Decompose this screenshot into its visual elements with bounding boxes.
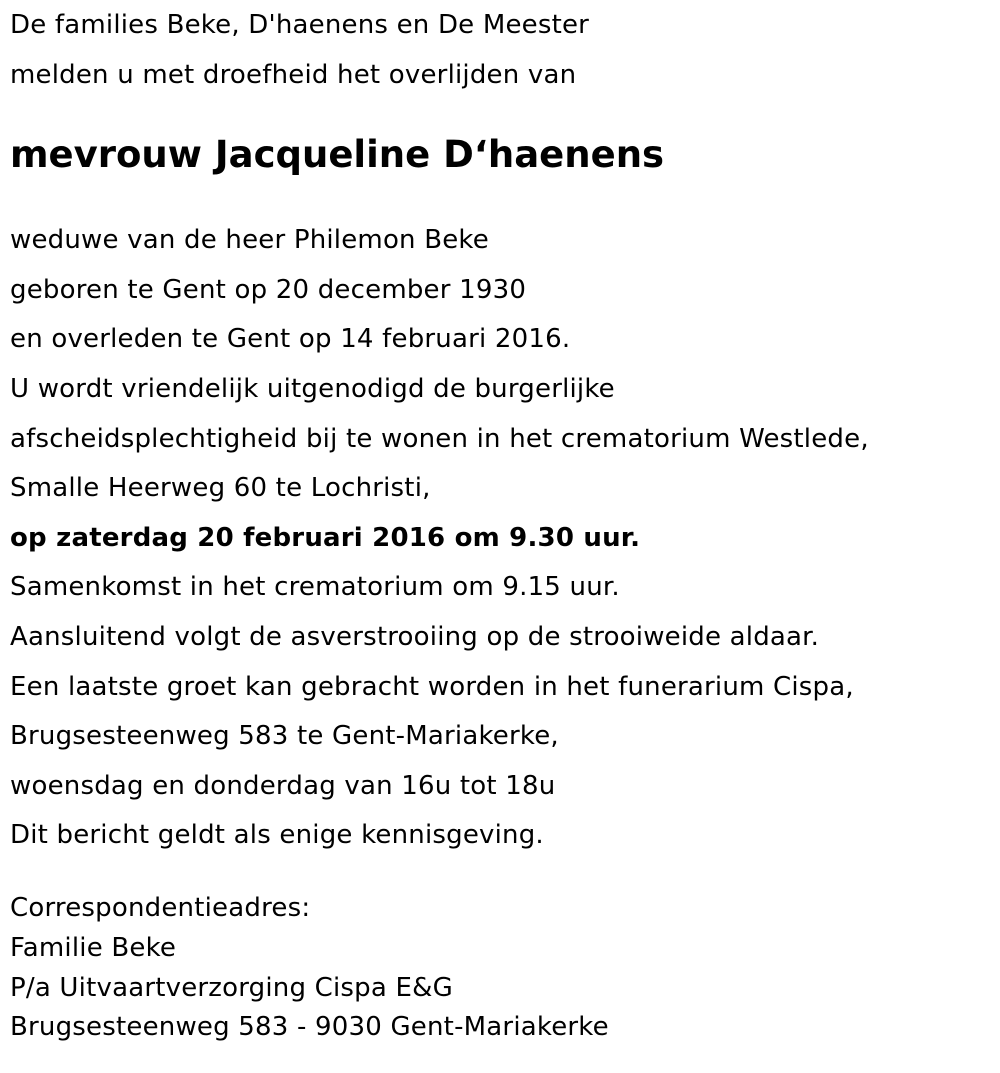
intro-announcement-line: melden u met droefheid het overlijden van [10,59,577,90]
intro-block [10,1,990,100]
ash-scattering-line: Aansluitend volgt de asverstrooiing op de strooiweide aldaar. [10,621,820,652]
widow-line: weduwe van de heer Philemon Beke [10,225,489,256]
death-line: en overleden te Gent op 14 februari 2016. [10,324,571,355]
gathering-line: Samenkomst in het crematorium om 9.15 uur. [10,572,620,603]
correspondence-street: Brugsesteenweg 583 - 9030 Gent-Mariakerke [10,1012,609,1043]
final-greeting-line: Een laatste groet kan gebracht worden in het funerarium Cispa, [10,671,854,702]
visiting-hours-line: woensdag en donderdag van 16u tot 18u [10,770,556,801]
birth-line: geboren te Gent op 20 december 1930 [10,274,527,305]
ceremony-datetime-line: op zaterdag 20 februari 2016 om 9.30 uur. [10,522,641,553]
correspondence-heading: Correspondentieadres: [10,892,311,923]
correspondence-family: Familie Beke [10,932,177,963]
correspondence-care-of: P/a Uitvaartverzorging Cispa E&G [10,972,453,1003]
notice-body [10,216,990,861]
funeral-home-address-line: Brugsesteenweg 583 te Gent-Mariakerke, [10,721,559,752]
invitation-line: U wordt vriendelijk uitgenodigd de burgerlijke [10,373,615,404]
intro-families-line: De families Beke, D'haenens en De Meester [10,10,590,40]
correspondence-address [10,889,990,1048]
ceremony-address-line: Smalle Heerweg 60 te Lochristi, [10,473,431,504]
deceased-name: mevrouw Jacqueline D‘haenens [10,133,665,177]
ceremony-location-line: afscheidsplechtigheid bij te wonen in het crematorium Westlede, [10,423,869,454]
death-notice [10,0,990,1048]
sole-notice-line: Dit bericht geldt als enige kennisgeving. [10,820,544,851]
